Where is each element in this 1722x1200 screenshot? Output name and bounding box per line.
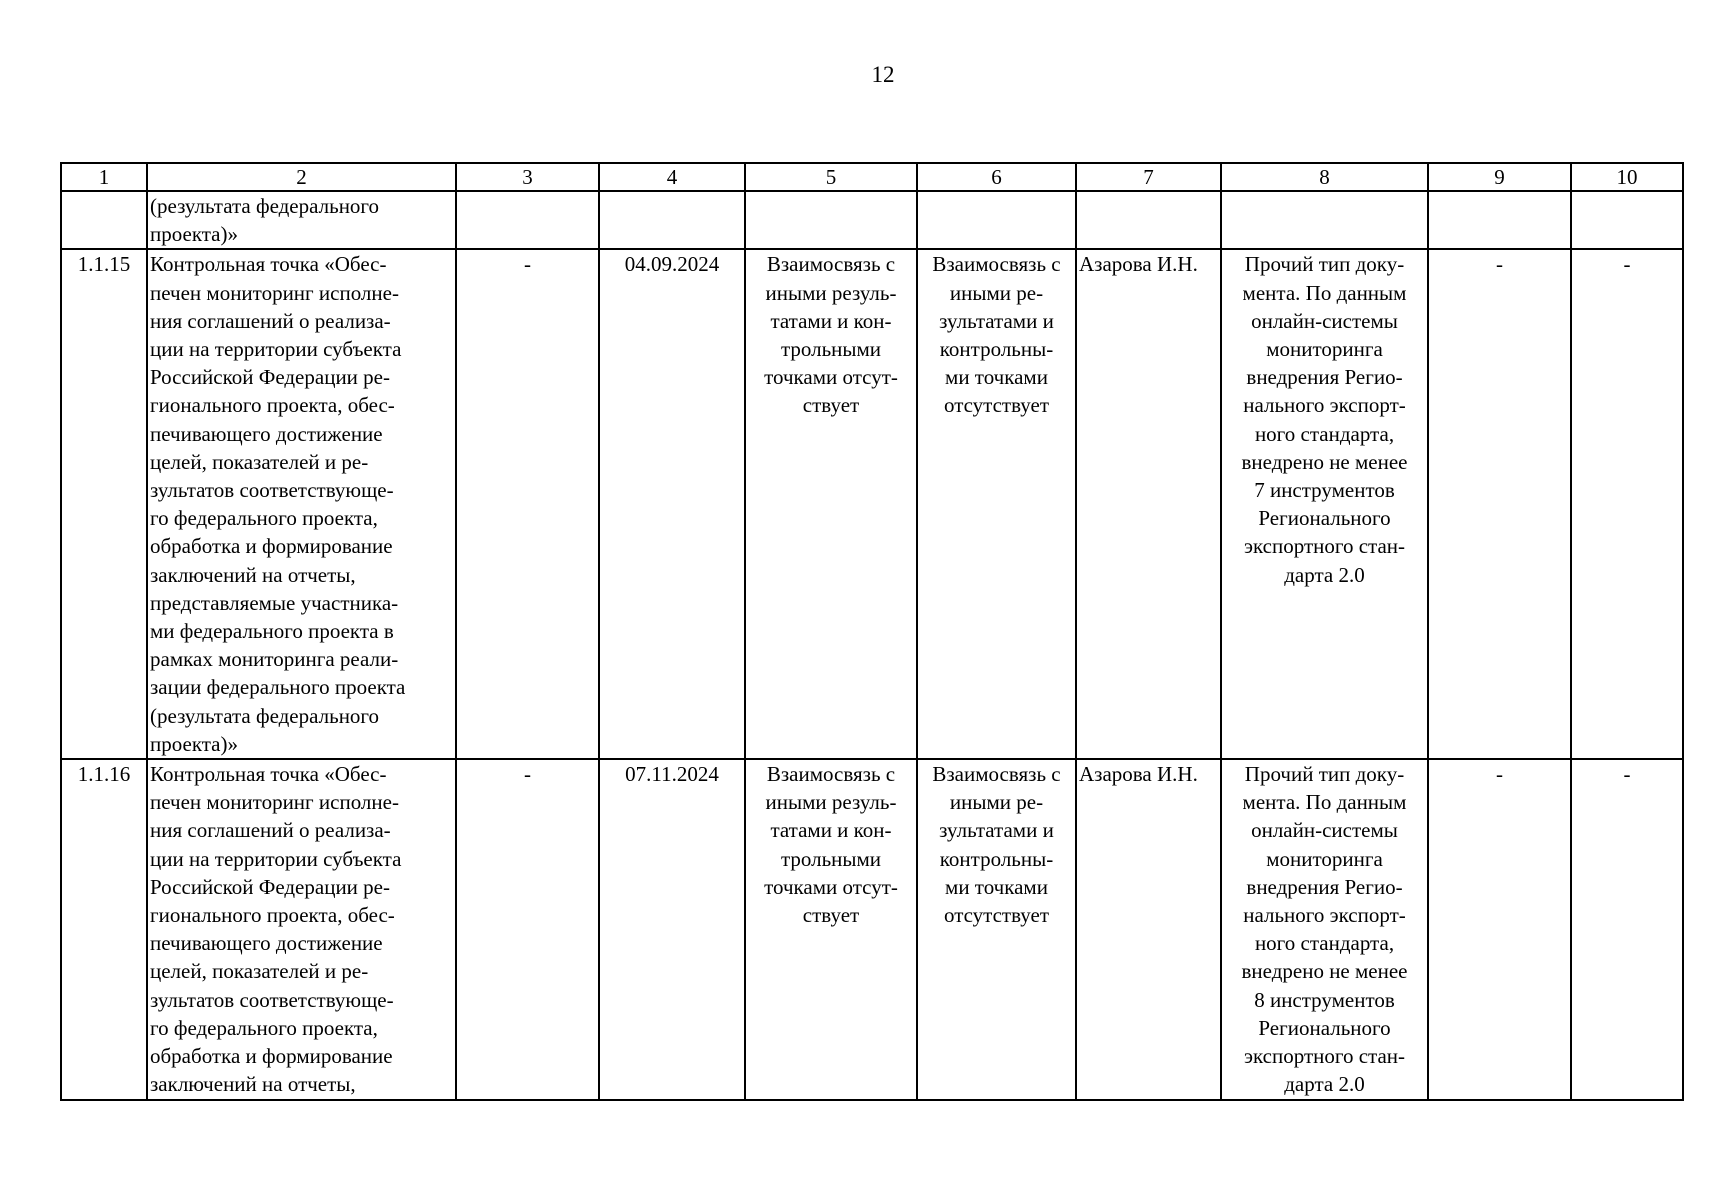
text-line: онлайн-системы: [1251, 308, 1398, 333]
table-cell: [745, 191, 917, 249]
text-line: Взаимосвязь с: [766, 252, 896, 277]
date-cell: 07.11.2024: [599, 759, 745, 1099]
text-line: иными резуль-: [765, 280, 897, 305]
text-line: мониторинга: [1266, 846, 1383, 871]
text-line: (результата федерального: [150, 194, 380, 218]
text-line: ния соглашений о реализа-: [150, 818, 391, 843]
dash-cell: -: [456, 249, 599, 759]
relation-cell: [745, 249, 917, 759]
dash-cell: -: [456, 759, 599, 1099]
text-line: (результата федерального: [150, 703, 380, 728]
text-line: Контрольная точка «Обес-: [150, 252, 387, 277]
text-line: зации федерального проекта: [150, 675, 406, 700]
text-line: гионального проекта, обес-: [150, 393, 395, 418]
text-line: ния соглашений о реализа-: [150, 308, 391, 333]
text-line: татами и кон-: [770, 308, 892, 333]
page-number: 12: [871, 62, 895, 87]
text-line: внедрения Регио-: [1246, 874, 1403, 899]
text-line: контрольны-: [939, 337, 1054, 362]
date-cell: 04.09.2024: [599, 249, 745, 759]
header-cell: 2: [147, 163, 456, 191]
text-line: ного стандарта,: [1254, 421, 1395, 446]
text-line: экспортного стан-: [1243, 534, 1406, 559]
text-line: мента. По данным: [1242, 790, 1407, 815]
text-line: Прочий тип доку-: [1244, 252, 1405, 277]
text-line: гионального проекта, обес-: [150, 903, 395, 928]
text-line: внедрения Регио-: [1246, 365, 1403, 390]
header-row: [61, 163, 1683, 191]
text-line: ного стандарта,: [1254, 931, 1395, 956]
control-points-table: [60, 162, 1684, 1101]
text-line: зультатами и: [939, 818, 1054, 843]
table-cell: [917, 191, 1076, 249]
text-line: нального экспорт-: [1243, 393, 1406, 418]
name-cell: [147, 191, 456, 249]
text-line: ми федерального проекта в: [150, 619, 394, 644]
text-line: ми точками: [945, 365, 1048, 390]
text-line: дарта 2.0: [1284, 562, 1365, 587]
text-line: печен мониторинг исполне-: [150, 790, 399, 815]
header-cell: 9: [1428, 163, 1571, 191]
text-line: го федерального проекта,: [150, 506, 378, 531]
name-cell: [147, 759, 456, 1099]
dash-cell: -: [1571, 249, 1683, 759]
dash-cell: -: [1571, 759, 1683, 1099]
text-line: Российской Федерации ре-: [150, 365, 390, 390]
text-line: обработка и формирование: [150, 534, 393, 559]
relation-cell: [745, 759, 917, 1099]
table-cell: [1428, 191, 1571, 249]
text-line: ции на территории субъекта: [150, 337, 402, 362]
text-line: внедрено не менее: [1241, 959, 1408, 984]
text-line: целей, показателей и ре-: [150, 449, 369, 474]
text-line: печен мониторинг исполне-: [150, 280, 399, 305]
text-line: печивающего достижение: [150, 421, 383, 446]
text-line: иными ре-: [949, 280, 1044, 305]
text-line: зультатов соответствующе-: [150, 987, 394, 1012]
text-line: зультатами и: [939, 308, 1054, 333]
dash-cell: -: [1428, 759, 1571, 1099]
text-line: дарта 2.0: [1284, 1072, 1365, 1097]
text-line: проекта)»: [150, 731, 238, 756]
header-cell: 6: [917, 163, 1076, 191]
text-line: рамках мониторинга реали-: [150, 647, 399, 672]
table-cell: [1221, 191, 1428, 249]
document-type-cell: [1221, 759, 1428, 1099]
relation-cell: [917, 249, 1076, 759]
header-cell: 8: [1221, 163, 1428, 191]
table-cell: [599, 191, 745, 249]
text-line: мониторинга: [1266, 337, 1383, 362]
name-cell: [147, 249, 456, 759]
responsible-cell: Азарова И.Н.: [1076, 759, 1221, 1099]
text-line: проекта)»: [150, 222, 238, 247]
header-cell: 1: [61, 163, 147, 191]
text-line: ствует: [802, 393, 860, 418]
header-cell: 4: [599, 163, 745, 191]
text-line: зультатов соответствующе-: [150, 478, 394, 503]
text-line: 7 инструментов: [1254, 478, 1395, 503]
text-line: Взаимосвязь с: [932, 762, 1061, 787]
table-cell: [1571, 191, 1683, 249]
header-cell: 5: [745, 163, 917, 191]
text-line: Взаимосвязь с: [766, 762, 896, 787]
dash-cell: -: [1428, 249, 1571, 759]
text-line: иными ре-: [949, 790, 1044, 815]
text-line: татами и кон-: [770, 818, 892, 843]
text-line: Российской Федерации ре-: [150, 874, 390, 899]
text-line: ствует: [802, 903, 860, 928]
responsible-cell: Азарова И.Н.: [1076, 249, 1221, 759]
text-line: отсутствует: [943, 903, 1050, 928]
text-line: контрольны-: [939, 846, 1054, 871]
table-row: [61, 249, 1683, 759]
header-cell: 3: [456, 163, 599, 191]
text-line: внедрено не менее: [1241, 449, 1408, 474]
text-line: мента. По данным: [1242, 280, 1407, 305]
text-line: Регионального: [1258, 506, 1391, 531]
text-line: точками отсут-: [764, 874, 898, 899]
text-line: заключений на отчеты,: [150, 562, 356, 587]
text-line: Прочий тип доку-: [1244, 762, 1405, 787]
text-line: Контрольная точка «Обес-: [150, 762, 387, 787]
table-row: [61, 759, 1683, 1099]
text-line: иными резуль-: [765, 790, 897, 815]
table-cell: [456, 191, 599, 249]
text-line: трольными: [780, 337, 882, 362]
relation-cell: [917, 759, 1076, 1099]
row-number-cell: 1.1.16: [61, 759, 147, 1099]
text-line: представляемые участника-: [150, 590, 399, 615]
table-cell: [61, 191, 147, 249]
text-line: онлайн-системы: [1251, 818, 1398, 843]
text-line: Взаимосвязь с: [932, 252, 1061, 277]
text-line: 8 инструментов: [1254, 987, 1395, 1012]
text-line: го федерального проекта,: [150, 1015, 378, 1040]
text-line: обработка и формирование: [150, 1044, 393, 1069]
text-line: ции на территории субъекта: [150, 846, 402, 871]
text-line: экспортного стан-: [1243, 1044, 1406, 1069]
text-line: трольными: [780, 846, 882, 871]
table-cell: [1076, 191, 1221, 249]
row-number-cell: 1.1.15: [61, 249, 147, 759]
text-line: нального экспорт-: [1243, 903, 1406, 928]
text-line: отсутствует: [943, 393, 1050, 418]
document-type-cell: [1221, 249, 1428, 759]
header-cell: 7: [1076, 163, 1221, 191]
text-line: ми точками: [945, 874, 1048, 899]
text-line: заключений на отчеты,: [150, 1072, 356, 1097]
continuation-row: [61, 191, 1683, 249]
text-line: Регионального: [1258, 1015, 1391, 1040]
text-line: печивающего достижение: [150, 931, 383, 956]
header-cell: 10: [1571, 163, 1683, 191]
text-line: точками отсут-: [764, 365, 898, 390]
text-line: целей, показателей и ре-: [150, 959, 369, 984]
